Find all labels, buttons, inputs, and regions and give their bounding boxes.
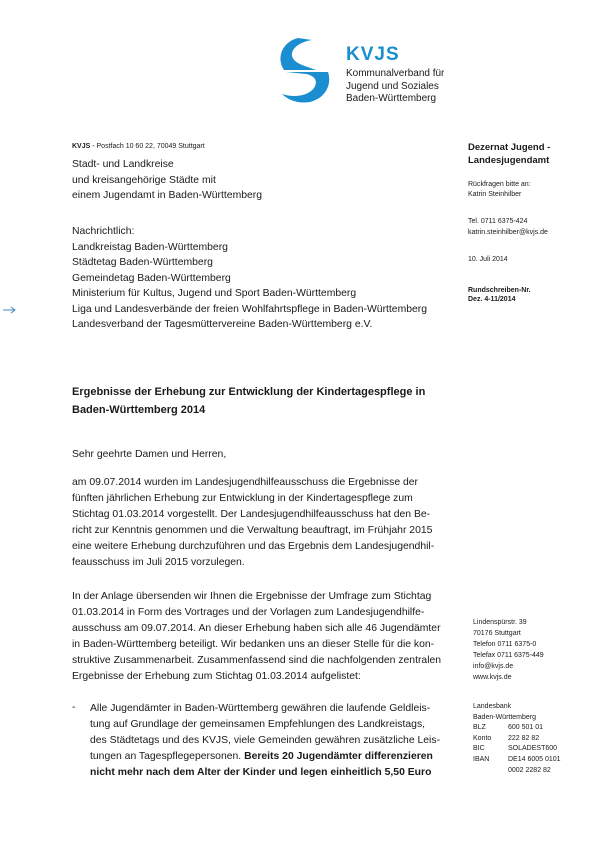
recipients-block <box>72 157 262 204</box>
paragraph-line: Stichtag 01.03.2014 vorgestellt. Der Landesjugendhilfeausschuss hat den Be- <box>72 509 431 520</box>
address-line: Telefon 0711 6375-0 <box>473 641 537 648</box>
bank-row <box>473 766 561 777</box>
bank-details <box>473 702 561 776</box>
address-line: Lindenspürstr. 39 <box>473 619 527 626</box>
paragraph-line: am 09.07.2014 wurden im Landesjugendhilfeausschuss die Ergebnisse der <box>72 477 419 488</box>
bank-value: 0002 2282 82 <box>508 766 551 774</box>
bullet-line <box>90 765 440 781</box>
logo-subtitle <box>346 68 444 106</box>
recipient-line: Stadt- und Landkreise <box>72 159 174 170</box>
paragraph-line: struktive Zusammenarbeit. Zusammenfassend sind die nachfolgenden zentralen <box>72 655 442 666</box>
paragraph-line: eine weitere Erhebung durchzuführen und das Ergebnis dem Landesjugendhil- <box>72 541 435 552</box>
paragraph-line: ausschuss am 09.07.2014. An dieser Erhebung haben sich alle 46 Jugendämter <box>72 623 441 634</box>
paragraph-1 <box>72 475 434 571</box>
title-line: Ergebnisse der Erhebung zur Entwicklung der Kindertagespflege in <box>72 386 426 398</box>
salutation: Sehr geehrte Damen und Herren, <box>72 449 227 460</box>
paragraph-line: fünften jährlichen Erhebung zur Entwicklung in der Kindertagespflege zum <box>72 493 413 504</box>
address-website[interactable]: www.kvjs.de <box>473 674 512 681</box>
contact-person <box>468 180 531 200</box>
bullet-text: tungen an Tagespflegepersonen. <box>90 751 245 762</box>
letter-title <box>72 383 425 419</box>
paragraph-line: feausschuss im Juli 2015 vorzulegen. <box>72 557 245 568</box>
cc-line: Ministerium für Kultus, Jugend und Sport Baden-Württemberg <box>72 288 357 299</box>
bullet-line: tung auf Grundlage der gemeinsamen Empfehlungen des Landkreistags, <box>90 719 426 730</box>
circular-number <box>468 287 531 304</box>
logo-subtitle-line: Baden-Württemberg <box>346 93 437 104</box>
paragraph-line: richt zur Kenntnis genommen und die Verwaltung beauftragt, im Frühjahr 2015 <box>72 525 433 536</box>
address-email[interactable]: info@kvjs.de <box>473 663 514 670</box>
office-address <box>473 617 544 683</box>
sender-address: - Postfach 10 60 22, 70049 Stuttgart <box>90 143 205 150</box>
circular-label: Rundschreiben-Nr. <box>468 287 531 294</box>
contact-details <box>468 216 548 238</box>
bank-row <box>473 755 561 766</box>
cc-line: Landkreistag Baden-Württemberg <box>72 241 228 253</box>
bank-value: SOLADEST600 <box>508 745 558 753</box>
paragraph-line: in Baden-Württemberg beteiligt. Wir bedanken uns an dieser Stelle für die kon- <box>72 639 435 650</box>
paragraph-line: 01.03.2014 in Form des Vortrages und der Vorlagen zum Landesjugendhilfe- <box>72 607 425 618</box>
paragraph-2 <box>72 589 441 685</box>
bullet-dash: - <box>72 702 76 713</box>
bank-name: Baden-Württemberg <box>473 713 537 721</box>
recipient-line: einem Jugendamt in Baden-Württemberg <box>72 190 263 201</box>
contact-name: Katrin Steinhilber <box>468 191 522 198</box>
bank-key: BIC <box>473 745 485 753</box>
arrow-right-icon <box>3 306 17 314</box>
logo-subtitle-line: Kommunalverband für <box>346 68 445 79</box>
bank-key: IBAN <box>473 755 490 763</box>
sender-line <box>72 143 205 150</box>
cc-line: Gemeindetag Baden-Württemberg <box>72 272 231 284</box>
bullet-item <box>90 701 440 781</box>
bullet-line: des Städtetags und des KVJS, viele Gemeinden gewähren zusätzliche Leis- <box>90 735 441 746</box>
department-line: Landesjugendamt <box>468 154 550 166</box>
contact-email[interactable]: katrin.steinhilber@kvjs.de <box>468 229 548 236</box>
department-heading <box>468 142 550 167</box>
cc-block <box>72 224 427 333</box>
bank-value: 222 82 82 <box>508 734 540 742</box>
paragraph-line: In der Anlage übersenden wir Ihnen die Ergebnisse der Umfrage zum Stichtag <box>72 591 432 602</box>
bullet-bold-text: nicht mehr nach dem Alter der Kinder und legen einheitlich 5,50 Euro <box>90 767 432 778</box>
address-line: Telefax 0711 6375-449 <box>473 652 544 659</box>
address-line: 70176 Stuttgart <box>473 630 521 637</box>
bank-row <box>473 744 561 755</box>
bank-row <box>473 734 561 745</box>
contact-label: Rückfragen bitte an: <box>468 181 531 188</box>
bank-key: Konto <box>473 734 492 742</box>
contact-phone: Tel. 0711 6375-424 <box>468 218 528 225</box>
paragraph-line: Ergebnisse der Erhebung zum Stichtag 01.03.2014 aufgelistet: <box>72 671 361 682</box>
logo-subtitle-line: Jugend und Soziales <box>346 80 439 92</box>
bullet-line: Alle Jugendämter in Baden-Württemberg gewähren die laufende Geldleis- <box>90 703 431 714</box>
logo-name: KVJS <box>346 44 400 65</box>
bank-row <box>473 723 561 734</box>
sender-org: KVJS <box>72 143 91 150</box>
bullet-bold-text: Bereits 20 Jugendämter differenzieren <box>244 751 433 762</box>
circular-value: Dez. 4-11/2014 <box>468 295 516 303</box>
cc-line: Landesverband der Tagesmüttervereine Baden-Württemberg e.V. <box>72 319 373 330</box>
recipient-line: und kreisangehörige Städte mit <box>72 174 216 186</box>
bank-value: 600 501 01 <box>508 724 544 732</box>
bank-key: BLZ <box>473 724 486 732</box>
department-line: Dezernat Jugend - <box>468 142 551 153</box>
cc-line: Städtetag Baden-Württemberg <box>72 257 213 268</box>
bank-name: Landesbank <box>473 703 512 710</box>
bullet-line <box>90 749 440 765</box>
title-line: Baden-Württemberg 2014 <box>72 404 206 416</box>
kvjs-logo-icon <box>276 34 336 106</box>
bank-value: DE14 6005 0101 <box>508 755 561 763</box>
letter-date: 10. Juli 2014 <box>468 256 508 263</box>
cc-heading: Nachrichtlich: <box>72 226 135 237</box>
cc-line: Liga und Landesverbände der freien Wohlfahrtspflege in Baden-Württemberg <box>72 303 428 315</box>
